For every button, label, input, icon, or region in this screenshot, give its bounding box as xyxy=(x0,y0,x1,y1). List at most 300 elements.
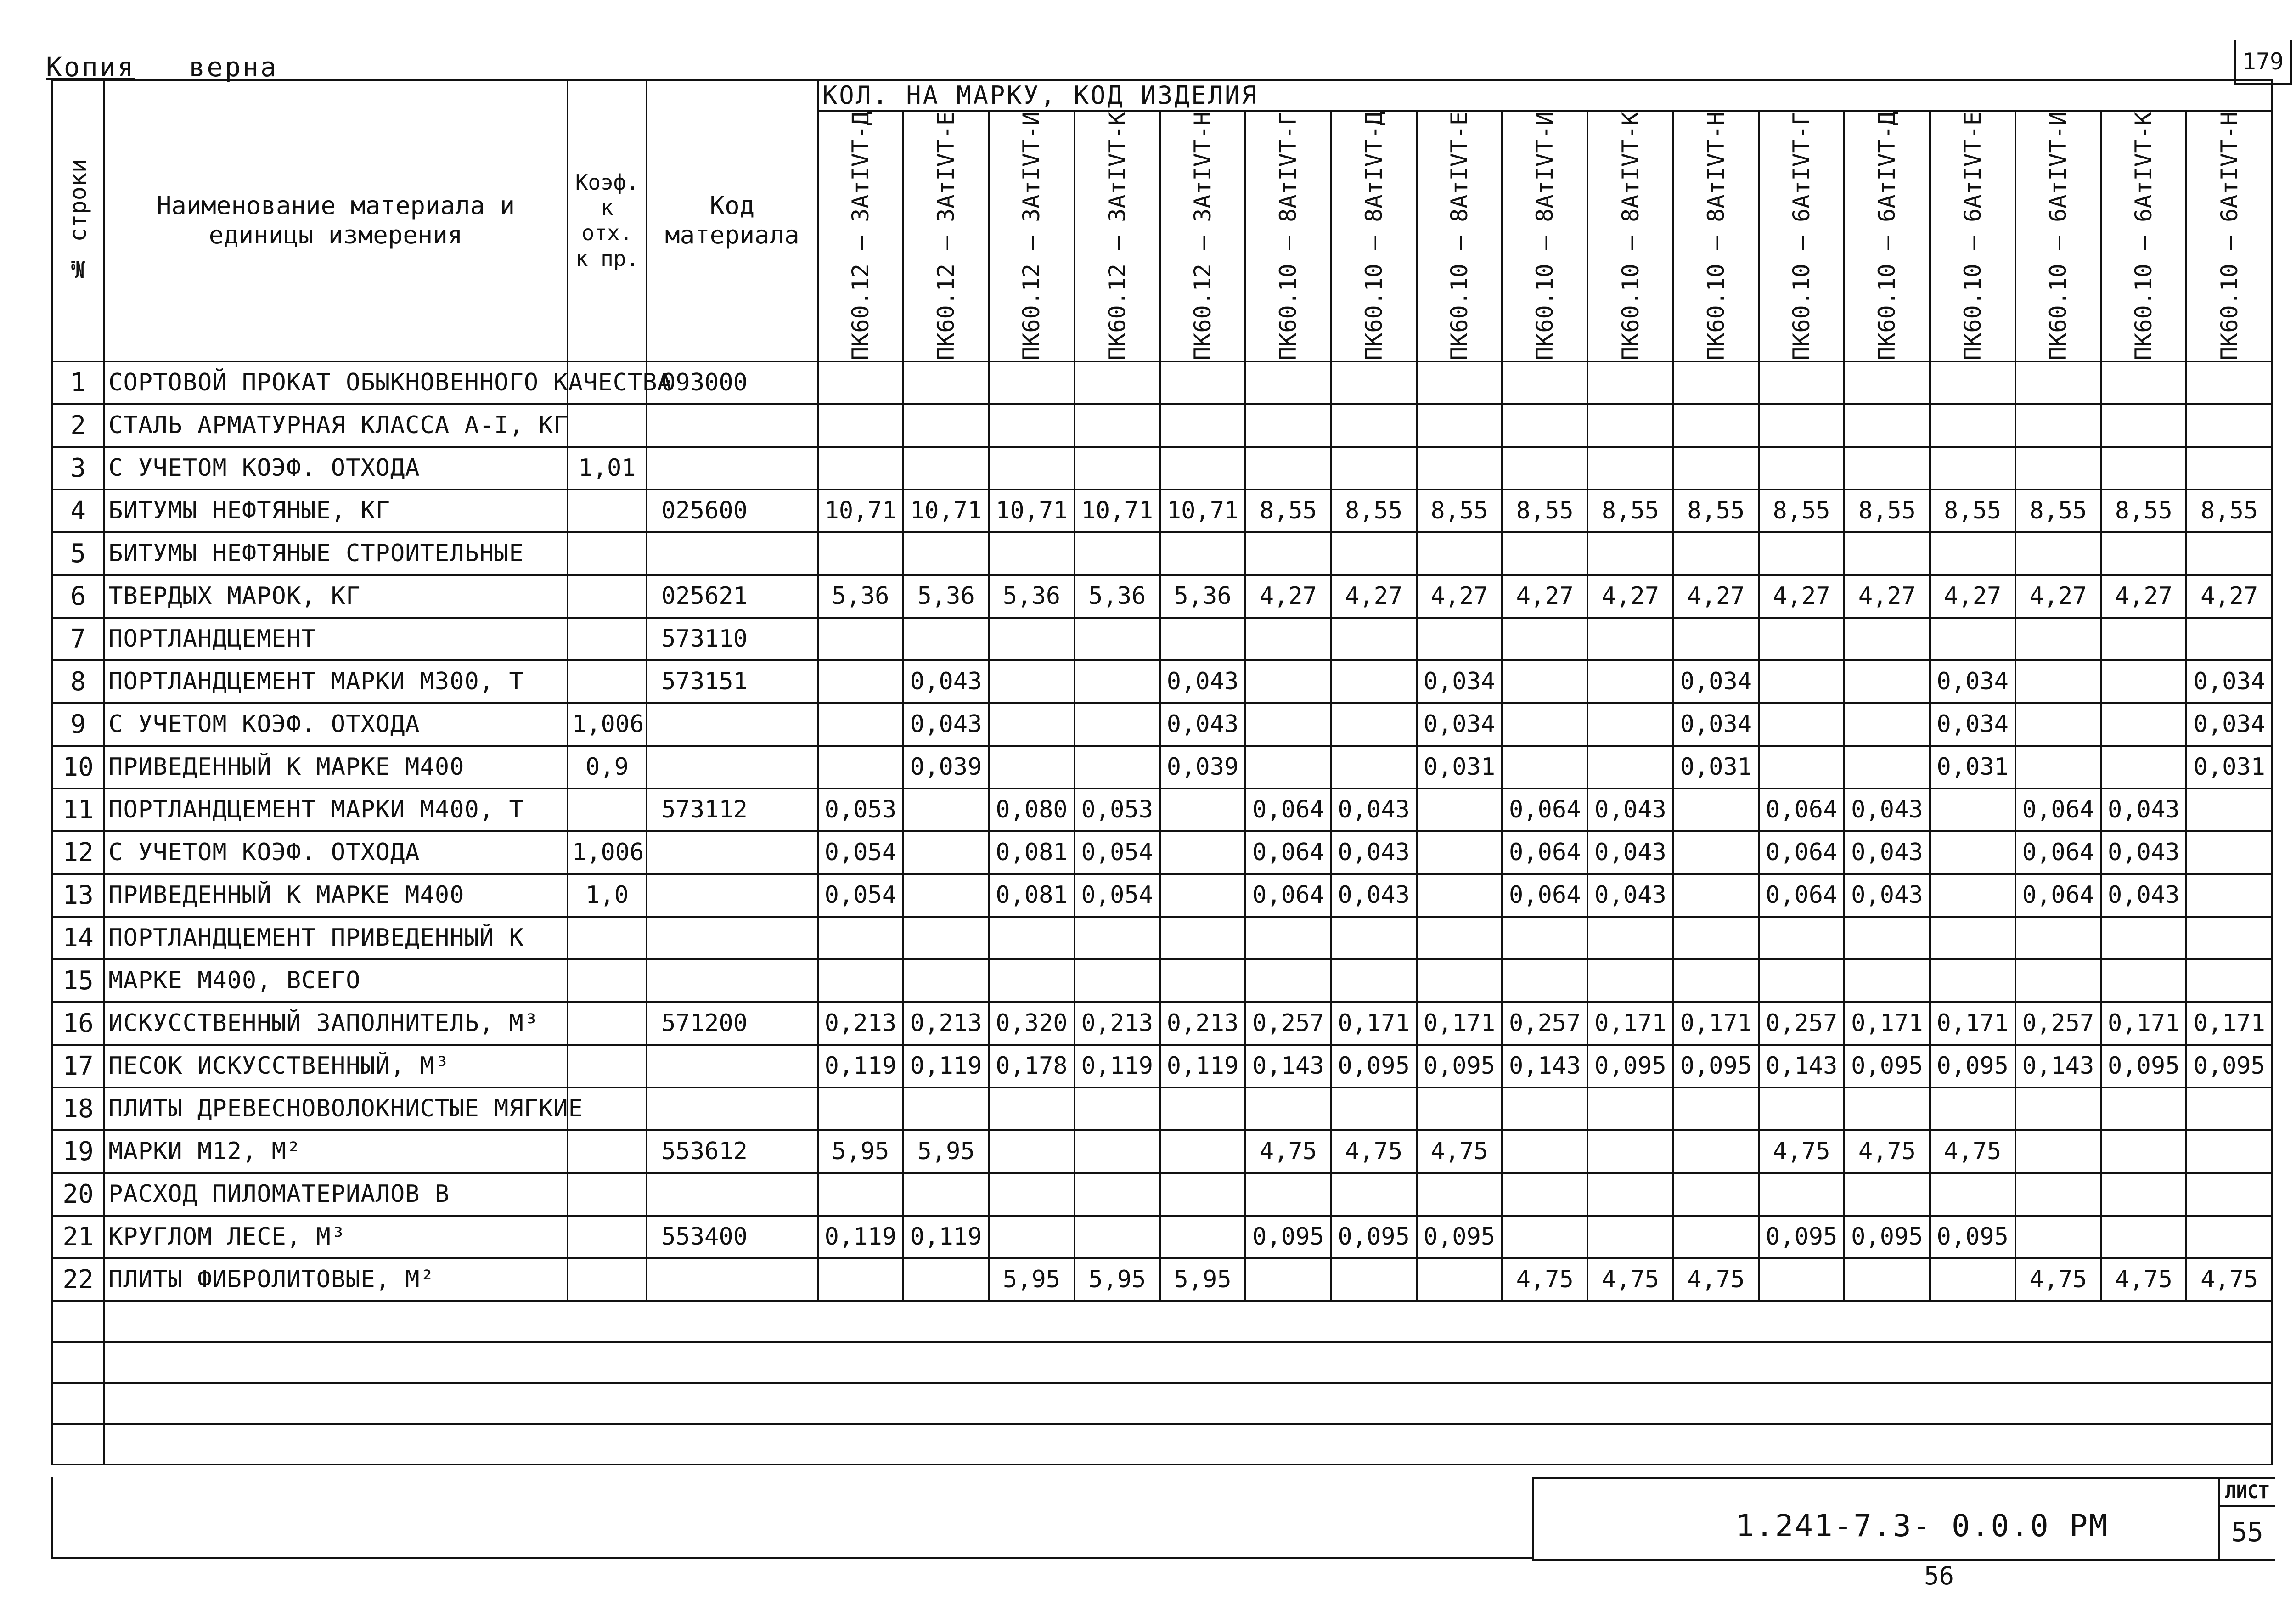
quantity-cell: 0,178 xyxy=(989,1045,1074,1087)
header-product-7 xyxy=(1331,111,1417,361)
coefficient xyxy=(568,618,647,660)
bottom-page-number: 56 xyxy=(1924,1561,1954,1590)
quantity-cell: 4,27 xyxy=(1844,575,1930,618)
quantity-cell xyxy=(1502,959,1587,1002)
frame-left xyxy=(51,1477,53,1559)
quantity-cell: 10,71 xyxy=(1075,490,1160,532)
material-name: С УЧЕТОМ КОЭФ. ОТХОДА xyxy=(104,831,568,874)
quantity-cell xyxy=(1502,1087,1587,1130)
quantity-cell: 5,36 xyxy=(903,575,989,618)
quantity-cell xyxy=(1759,1173,1844,1216)
quantity-cell: 0,064 xyxy=(1502,789,1587,831)
blank-cell xyxy=(52,1383,104,1424)
blank-row xyxy=(52,1383,2272,1424)
quantity-cell xyxy=(1673,1087,1759,1130)
quantity-cell xyxy=(2015,618,2101,660)
quantity-cell: 0,213 xyxy=(1075,1002,1160,1045)
row-number: 1 xyxy=(52,361,104,404)
quantity-cell xyxy=(1417,789,1502,831)
quantity-cell xyxy=(1844,1258,1930,1301)
quantity-cell xyxy=(1502,660,1587,703)
quantity-cell xyxy=(1331,703,1417,746)
quantity-cell xyxy=(1930,1258,2015,1301)
material-code: 573151 xyxy=(647,660,818,703)
quantity-cell: 4,75 xyxy=(1844,1130,1930,1173)
quantity-cell: 4,27 xyxy=(1245,575,1331,618)
quantity-cell: 0,043 xyxy=(1331,831,1417,874)
table-row xyxy=(52,660,2272,703)
table-row xyxy=(52,404,2272,447)
quantity-cell xyxy=(1245,404,1331,447)
quantity-cell xyxy=(1160,789,1245,831)
quantity-cell: 0,064 xyxy=(1502,874,1587,917)
header-product-17 xyxy=(2186,111,2272,361)
product-code-text: ПК60.10 — 6АтIVТ-Н xyxy=(2216,112,2243,361)
quantity-cell: 0,171 xyxy=(1844,1002,1930,1045)
row-number: 9 xyxy=(52,703,104,746)
product-code-text: ПК60.10 — 6АтIVТ-Г xyxy=(1788,112,1815,361)
quantity-cell xyxy=(1075,618,1160,660)
table-row xyxy=(52,490,2272,532)
quantity-cell xyxy=(1245,1173,1331,1216)
quantity-cell: 0,095 xyxy=(1331,1045,1417,1087)
quantity-cell xyxy=(1673,874,1759,917)
quantity-cell xyxy=(1417,874,1502,917)
quantity-cell xyxy=(818,1173,903,1216)
quantity-cell xyxy=(1587,1216,1673,1258)
quantity-cell xyxy=(1759,703,1844,746)
quantity-cell: 0,095 xyxy=(1673,1045,1759,1087)
quantity-cell xyxy=(1160,959,1245,1002)
quantity-cell xyxy=(1245,1087,1331,1130)
quantity-cell: 0,171 xyxy=(1930,1002,2015,1045)
quantity-cell xyxy=(2015,361,2101,404)
quantity-cell: 0,031 xyxy=(2186,746,2272,789)
quantity-cell: 8,55 xyxy=(1587,490,1673,532)
header-product-11 xyxy=(1673,111,1759,361)
material-code xyxy=(647,447,818,490)
quantity-cell xyxy=(1245,959,1331,1002)
quantity-cell xyxy=(1844,404,1930,447)
quantity-cell xyxy=(2101,1087,2186,1130)
material-name: ПОРТЛАНДЦЕМЕНТ МАРКИ М400, Т xyxy=(104,789,568,831)
blank-cell xyxy=(104,1342,2272,1383)
quantity-cell xyxy=(1759,746,1844,789)
header-quantity-group: КОЛ. НА МАРКУ, КОД ИЗДЕЛИЯ xyxy=(818,80,2272,111)
quantity-cell xyxy=(2101,1173,2186,1216)
quantity-cell: 0,054 xyxy=(1075,831,1160,874)
quantity-cell xyxy=(1245,660,1331,703)
materials-table xyxy=(51,79,2273,1465)
quantity-cell xyxy=(903,361,989,404)
quantity-cell xyxy=(1502,361,1587,404)
quantity-cell xyxy=(1075,917,1160,959)
material-code xyxy=(647,532,818,575)
quantity-cell xyxy=(1160,1130,1245,1173)
product-code-text: ПК60.10 — 8АтIVТ-И xyxy=(1531,112,1559,361)
blank-cell xyxy=(52,1342,104,1383)
quantity-cell xyxy=(1245,361,1331,404)
quantity-cell xyxy=(1673,1130,1759,1173)
material-name: КРУГЛОМ ЛЕСЕ, М³ xyxy=(104,1216,568,1258)
quantity-cell: 5,95 xyxy=(1075,1258,1160,1301)
quantity-cell: 0,213 xyxy=(818,1002,903,1045)
quantity-cell xyxy=(2101,532,2186,575)
quantity-cell: 0,095 xyxy=(1587,1045,1673,1087)
quantity-cell xyxy=(1502,618,1587,660)
quantity-cell xyxy=(1844,660,1930,703)
material-code xyxy=(647,917,818,959)
quantity-cell xyxy=(2186,447,2272,490)
quantity-cell xyxy=(1759,1258,1844,1301)
table-row xyxy=(52,447,2272,490)
quantity-cell: 0,213 xyxy=(1160,1002,1245,1045)
quantity-cell xyxy=(1417,1087,1502,1130)
quantity-cell: 0,171 xyxy=(2186,1002,2272,1045)
quantity-cell: 10,71 xyxy=(818,490,903,532)
quantity-cell xyxy=(1075,1130,1160,1173)
material-code: 553400 xyxy=(647,1216,818,1258)
quantity-cell: 4,27 xyxy=(1331,575,1417,618)
copy-stamp xyxy=(46,51,278,83)
material-name: ТВЕРДЫХ МАРОК, КГ xyxy=(104,575,568,618)
row-number: 14 xyxy=(52,917,104,959)
header-row-number xyxy=(52,80,104,361)
coefficient: 1,006 xyxy=(568,703,647,746)
quantity-cell xyxy=(1673,618,1759,660)
table-row xyxy=(52,1087,2272,1130)
material-code: 571200 xyxy=(647,1002,818,1045)
quantity-cell xyxy=(2015,917,2101,959)
quantity-cell: 4,27 xyxy=(1930,575,2015,618)
quantity-cell: 0,143 xyxy=(1759,1045,1844,1087)
quantity-cell xyxy=(2186,1173,2272,1216)
quantity-cell xyxy=(1930,1087,2015,1130)
coefficient: 1,006 xyxy=(568,831,647,874)
quantity-cell: 0,043 xyxy=(1331,874,1417,917)
quantity-cell xyxy=(2186,1087,2272,1130)
row-number: 12 xyxy=(52,831,104,874)
quantity-cell: 0,043 xyxy=(1587,789,1673,831)
coefficient xyxy=(568,1045,647,1087)
quantity-cell: 0,054 xyxy=(818,831,903,874)
quantity-cell xyxy=(2015,1130,2101,1173)
table-row xyxy=(52,361,2272,404)
table-row xyxy=(52,789,2272,831)
quantity-cell: 8,55 xyxy=(2015,490,2101,532)
quantity-cell xyxy=(1160,1087,1245,1130)
quantity-cell xyxy=(1930,532,2015,575)
quantity-cell: 0,095 xyxy=(2101,1045,2186,1087)
quantity-cell xyxy=(818,618,903,660)
quantity-cell xyxy=(1075,1216,1160,1258)
coefficient: 1,01 xyxy=(568,447,647,490)
quantity-cell xyxy=(1844,618,1930,660)
quantity-cell: 0,039 xyxy=(1160,746,1245,789)
quantity-cell xyxy=(1844,746,1930,789)
header-material-code: Код материала xyxy=(647,80,818,361)
quantity-cell xyxy=(1417,831,1502,874)
quantity-cell xyxy=(2015,532,2101,575)
quantity-cell xyxy=(1160,404,1245,447)
quantity-cell xyxy=(1502,532,1587,575)
quantity-cell xyxy=(1673,789,1759,831)
quantity-cell: 0,034 xyxy=(1930,703,2015,746)
quantity-cell xyxy=(1245,703,1331,746)
coefficient xyxy=(568,404,647,447)
quantity-cell xyxy=(989,532,1074,575)
quantity-cell xyxy=(1160,874,1245,917)
quantity-cell xyxy=(1930,831,2015,874)
quantity-cell: 0,119 xyxy=(903,1045,989,1087)
table-row xyxy=(52,917,2272,959)
coefficient xyxy=(568,959,647,1002)
quantity-cell xyxy=(1930,404,2015,447)
quantity-cell xyxy=(1160,917,1245,959)
quantity-cell xyxy=(1331,361,1417,404)
quantity-cell: 0,034 xyxy=(1930,660,2015,703)
quantity-cell xyxy=(1160,1173,1245,1216)
quantity-cell xyxy=(2015,447,2101,490)
table-row xyxy=(52,575,2272,618)
quantity-cell xyxy=(2015,404,2101,447)
quantity-cell xyxy=(1673,404,1759,447)
quantity-cell xyxy=(989,917,1074,959)
row-number: 19 xyxy=(52,1130,104,1173)
quantity-cell xyxy=(1844,1173,1930,1216)
quantity-cell: 0,043 xyxy=(1160,660,1245,703)
table-row xyxy=(52,618,2272,660)
header-product-13 xyxy=(1844,111,1930,361)
quantity-cell: 4,27 xyxy=(2186,575,2272,618)
quantity-cell: 0,081 xyxy=(989,874,1074,917)
blank-cell xyxy=(104,1424,2272,1465)
quantity-cell xyxy=(2186,1130,2272,1173)
quantity-cell: 0,031 xyxy=(1930,746,2015,789)
header-product-9 xyxy=(1502,111,1587,361)
quantity-cell xyxy=(1075,532,1160,575)
coefficient xyxy=(568,789,647,831)
quantity-cell xyxy=(1930,361,2015,404)
quantity-cell xyxy=(1075,1173,1160,1216)
material-code: 573110 xyxy=(647,618,818,660)
quantity-cell xyxy=(1844,1087,1930,1130)
row-number: 7 xyxy=(52,618,104,660)
quantity-cell: 5,36 xyxy=(989,575,1074,618)
quantity-cell: 4,75 xyxy=(1930,1130,2015,1173)
quantity-cell xyxy=(1844,447,1930,490)
quantity-cell xyxy=(2015,1173,2101,1216)
quantity-cell: 0,095 xyxy=(1759,1216,1844,1258)
row-number: 6 xyxy=(52,575,104,618)
quantity-cell: 0,081 xyxy=(989,831,1074,874)
coefficient xyxy=(568,1258,647,1301)
quantity-cell: 0,064 xyxy=(1759,831,1844,874)
quantity-cell xyxy=(1587,917,1673,959)
quantity-cell: 8,55 xyxy=(2101,490,2186,532)
material-name: ПЛИТЫ ДРЕВЕСНОВОЛОКНИСТЫЕ МЯГКИЕ xyxy=(104,1087,568,1130)
quantity-cell xyxy=(1331,1173,1417,1216)
header-product-1 xyxy=(818,111,903,361)
quantity-cell xyxy=(1331,660,1417,703)
quantity-cell xyxy=(2101,447,2186,490)
quantity-cell: 4,75 xyxy=(1245,1130,1331,1173)
quantity-cell xyxy=(1587,532,1673,575)
quantity-cell xyxy=(2186,618,2272,660)
quantity-cell: 0,119 xyxy=(818,1216,903,1258)
quantity-cell: 4,75 xyxy=(2186,1258,2272,1301)
quantity-cell: 0,095 xyxy=(1417,1216,1502,1258)
quantity-cell xyxy=(1417,404,1502,447)
quantity-cell xyxy=(1930,618,2015,660)
quantity-cell: 0,034 xyxy=(1417,703,1502,746)
quantity-cell: 0,064 xyxy=(1759,874,1844,917)
quantity-cell: 0,080 xyxy=(989,789,1074,831)
quantity-cell xyxy=(1417,917,1502,959)
quantity-cell: 0,064 xyxy=(1245,789,1331,831)
quantity-cell: 0,054 xyxy=(1075,874,1160,917)
quantity-cell xyxy=(989,746,1074,789)
page-number: 179 xyxy=(2234,40,2292,85)
quantity-cell: 0,034 xyxy=(1673,703,1759,746)
quantity-cell: 0,043 xyxy=(903,660,989,703)
row-number: 8 xyxy=(52,660,104,703)
material-name: ПОРТЛАНДЦЕМЕНТ ПРИВЕДЕННЫЙ К xyxy=(104,917,568,959)
product-code-text: ПК60.10 — 6АтIVТ-Е xyxy=(1959,112,1986,361)
quantity-cell: 0,034 xyxy=(1417,660,1502,703)
quantity-cell: 5,95 xyxy=(818,1130,903,1173)
quantity-cell: 4,75 xyxy=(2015,1258,2101,1301)
quantity-cell xyxy=(1160,447,1245,490)
quantity-cell: 0,053 xyxy=(818,789,903,831)
quantity-cell xyxy=(2101,959,2186,1002)
quantity-cell: 0,171 xyxy=(1417,1002,1502,1045)
quantity-cell: 0,064 xyxy=(2015,831,2101,874)
quantity-cell xyxy=(2186,789,2272,831)
quantity-cell: 0,257 xyxy=(1502,1002,1587,1045)
quantity-cell xyxy=(1502,1130,1587,1173)
quantity-cell: 0,043 xyxy=(2101,789,2186,831)
quantity-cell xyxy=(1075,660,1160,703)
quantity-cell xyxy=(1673,447,1759,490)
material-code: 573112 xyxy=(647,789,818,831)
quantity-cell: 4,27 xyxy=(1759,575,1844,618)
quantity-cell: 0,171 xyxy=(1331,1002,1417,1045)
quantity-cell: 10,71 xyxy=(989,490,1074,532)
quantity-cell xyxy=(903,917,989,959)
quantity-cell: 0,119 xyxy=(818,1045,903,1087)
material-name: ПЕСОК ИСКУССТВЕННЫЙ, М³ xyxy=(104,1045,568,1087)
table-row xyxy=(52,703,2272,746)
quantity-cell xyxy=(1930,874,2015,917)
quantity-cell xyxy=(818,703,903,746)
coefficient xyxy=(568,532,647,575)
coefficient xyxy=(568,490,647,532)
quantity-cell xyxy=(903,874,989,917)
product-code-text: ПК60.10 — 6АтIVТ-И xyxy=(2045,112,2072,361)
quantity-cell xyxy=(2186,831,2272,874)
quantity-cell xyxy=(1075,404,1160,447)
header-product-16 xyxy=(2101,111,2186,361)
quantity-cell xyxy=(818,404,903,447)
header-product-15 xyxy=(2015,111,2101,361)
quantity-cell xyxy=(989,618,1074,660)
quantity-cell xyxy=(1331,618,1417,660)
blank-row xyxy=(52,1424,2272,1465)
quantity-cell: 4,27 xyxy=(1673,575,1759,618)
blank-cell xyxy=(104,1301,2272,1342)
quantity-cell xyxy=(1930,917,2015,959)
quantity-cell: 0,095 xyxy=(1844,1045,1930,1087)
material-name: БИТУМЫ НЕФТЯНЫЕ СТРОИТЕЛЬНЫЕ xyxy=(104,532,568,575)
quantity-cell xyxy=(1417,618,1502,660)
material-name: ПРИВЕДЕННЫЙ К МАРКЕ М400 xyxy=(104,874,568,917)
quantity-cell xyxy=(818,746,903,789)
header-material-name: Наименование материала и единицы измерения xyxy=(104,80,568,361)
row-number: 18 xyxy=(52,1087,104,1130)
quantity-cell: 0,257 xyxy=(1759,1002,1844,1045)
row-number: 16 xyxy=(52,1002,104,1045)
quantity-cell xyxy=(1759,447,1844,490)
quantity-cell: 0,043 xyxy=(1160,703,1245,746)
quantity-cell: 0,143 xyxy=(1245,1045,1331,1087)
quantity-cell: 5,95 xyxy=(903,1130,989,1173)
quantity-cell xyxy=(1587,1130,1673,1173)
quantity-cell xyxy=(903,831,989,874)
material-name: ИСКУССТВЕННЫЙ ЗАПОЛНИТЕЛЬ, М³ xyxy=(104,1002,568,1045)
quantity-cell xyxy=(1417,532,1502,575)
quantity-cell xyxy=(1075,361,1160,404)
material-code: 025600 xyxy=(647,490,818,532)
blank-cell xyxy=(52,1424,104,1465)
product-code-text: ПК60.10 — 6АтIVТ-Д xyxy=(1874,112,1901,361)
frame-bottom xyxy=(51,1557,1532,1559)
quantity-cell xyxy=(1673,917,1759,959)
quantity-cell xyxy=(818,1087,903,1130)
blank-cell xyxy=(104,1383,2272,1424)
material-name: С УЧЕТОМ КОЭФ. ОТХОДА xyxy=(104,703,568,746)
header-product-12 xyxy=(1759,111,1844,361)
quantity-cell xyxy=(1245,447,1331,490)
quantity-cell: 0,043 xyxy=(903,703,989,746)
quantity-cell xyxy=(2186,959,2272,1002)
coefficient xyxy=(568,1002,647,1045)
quantity-cell xyxy=(1502,917,1587,959)
quantity-cell xyxy=(1502,1216,1587,1258)
quantity-cell xyxy=(2186,361,2272,404)
quantity-cell xyxy=(818,917,903,959)
quantity-cell: 0,031 xyxy=(1417,746,1502,789)
material-name: ПЛИТЫ ФИБРОЛИТОВЫЕ, М² xyxy=(104,1258,568,1301)
quantity-cell xyxy=(1759,404,1844,447)
row-number: 2 xyxy=(52,404,104,447)
quantity-cell: 0,043 xyxy=(1844,789,1930,831)
quantity-cell xyxy=(1930,959,2015,1002)
quantity-cell xyxy=(1245,1258,1331,1301)
quantity-cell: 0,064 xyxy=(1502,831,1587,874)
quantity-cell: 4,75 xyxy=(1417,1130,1502,1173)
quantity-cell: 4,27 xyxy=(2101,575,2186,618)
header-product-4 xyxy=(1075,111,1160,361)
quantity-cell: 0,257 xyxy=(1245,1002,1331,1045)
quantity-cell xyxy=(1331,447,1417,490)
table-row xyxy=(52,746,2272,789)
row-number: 10 xyxy=(52,746,104,789)
coefficient xyxy=(568,575,647,618)
quantity-cell xyxy=(2186,404,2272,447)
quantity-cell xyxy=(989,1130,1074,1173)
quantity-cell xyxy=(1673,361,1759,404)
